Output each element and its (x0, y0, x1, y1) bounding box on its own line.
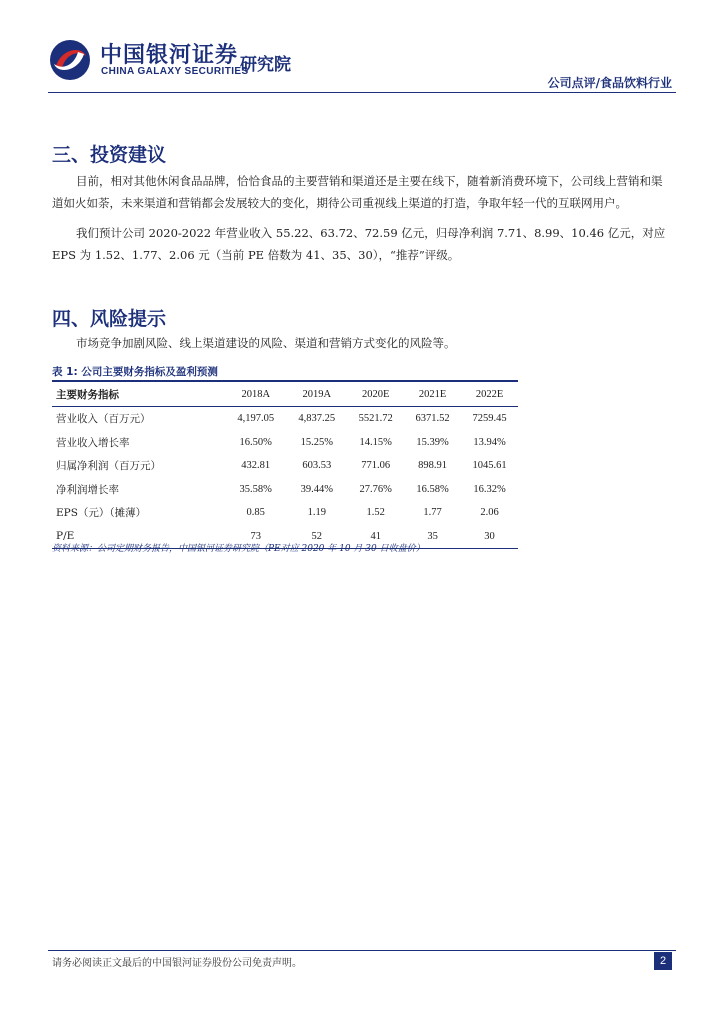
table-cell: 归属净利润（百万元） (56, 460, 161, 473)
table-cell: 603.53 (302, 460, 332, 472)
risk-paragraphs (52, 332, 672, 354)
table-cell: EPS（元）（摊薄） (56, 507, 147, 520)
table-cell: 73 (225, 525, 286, 549)
table-cell: 1.52 (366, 507, 385, 519)
table-cell: 4,837.25 (298, 413, 336, 425)
table-row (52, 454, 518, 478)
table-cell: 16.32% (473, 483, 506, 495)
table-cell: 0.85 (246, 507, 265, 519)
table-cell: 898.91 (418, 460, 448, 472)
table-cell: 1.19 (307, 507, 326, 519)
galaxy-logo-icon (48, 38, 92, 82)
column-header: 2022E (461, 381, 518, 407)
page-number: 2 (654, 952, 672, 970)
column-header: 2020E (347, 381, 404, 407)
header-divider (48, 92, 676, 93)
table-cell: 41 (347, 525, 404, 549)
table-cell: 净利润增长率 (56, 483, 119, 496)
table-cell: 35 (404, 525, 461, 549)
table-header-row (52, 381, 518, 407)
table-row (52, 407, 518, 431)
column-header: 2019A (286, 381, 347, 407)
column-header: 主要财务指标 (52, 381, 225, 407)
column-header: 2021E (404, 381, 461, 407)
footer-divider (48, 950, 676, 951)
footer-disclaimer: 请务必阅读正文最后的中国银河证券股份公司免责声明。 (52, 958, 302, 969)
report-category: 公司点评/食品饮料行业 (547, 76, 672, 90)
investment-paragraphs (52, 170, 672, 266)
table-cell: 14.15% (359, 436, 392, 448)
table-row (52, 501, 518, 525)
table-cell: 27.76% (359, 483, 392, 495)
table-title: 表 1: 公司主要财务指标及盈利预测 (52, 366, 218, 378)
financial-table (52, 380, 518, 549)
table-cell: 4,197.05 (237, 413, 275, 425)
table-cell: 1045.61 (472, 460, 507, 472)
table-cell: 16.50% (239, 436, 272, 448)
paragraph: 目前，相对其他休闲食品品牌，恰恰食品的主要营销和渠道还是主要在线下，随着新消费环境下，公司线上营销和渠道如火如荼，未来渠道和营销都会发展较大的变化，期待公司重视线上渠道的打造，争取年轻一代的互联网用户。 (52, 174, 663, 210)
table-cell: 39.44% (300, 483, 333, 495)
table-cell: 营业收入（百万元） (56, 413, 151, 426)
table-cell: 52 (286, 525, 347, 549)
table-cell: 15.39% (416, 436, 449, 448)
table-cell: 35.58% (239, 483, 272, 495)
table-row (52, 478, 518, 502)
table-cell: P/E (52, 525, 225, 549)
table-row (52, 431, 518, 455)
table-cell: 15.25% (300, 436, 333, 448)
table-cell: 营业收入增长率 (56, 436, 130, 449)
table-cell: 13.94% (473, 436, 506, 448)
table-cell: 771.06 (361, 460, 391, 472)
table-cell: 432.81 (241, 460, 271, 472)
table-source-note: 资料来源：公司定期财务报告，中国银河证券研究院（PE对应 2020 年 10 月 30 日收盘价） (52, 544, 425, 554)
paragraph: 我们预计公司 2020-2022 年营业收入 55.22、63.72、72.59 亿元，归母净利润 7.71、8.99、10.46 亿元，对应 EPS 为 1.52、1.77、2.06 元（当前 PE 倍数为 41、35、30），“推荐”评级。 (52, 226, 666, 262)
table-cell: 5521.72 (358, 413, 393, 425)
table-cell: 30 (461, 525, 518, 549)
section-heading-risk: 四、风险提示 (52, 308, 167, 330)
table-cell: 7259.45 (472, 413, 507, 425)
paragraph: 市场竞争加剧风险、线上渠道建设的风险、渠道和营销方式变化的风险等。 (76, 336, 456, 350)
logo-chinese-name: 中国银河证券 (100, 43, 239, 68)
logo-english-name: CHINA GALAXY SECURITIES (101, 66, 249, 77)
table-cell: 16.58% (416, 483, 449, 495)
table-cell: 1.77 (423, 507, 442, 519)
column-header: 2018A (225, 381, 286, 407)
section-heading-investment: 三、投资建议 (52, 144, 167, 166)
institute-label: 研究院 (240, 55, 291, 75)
table-cell: 6371.52 (415, 413, 450, 425)
table-cell: 2.06 (480, 507, 499, 519)
